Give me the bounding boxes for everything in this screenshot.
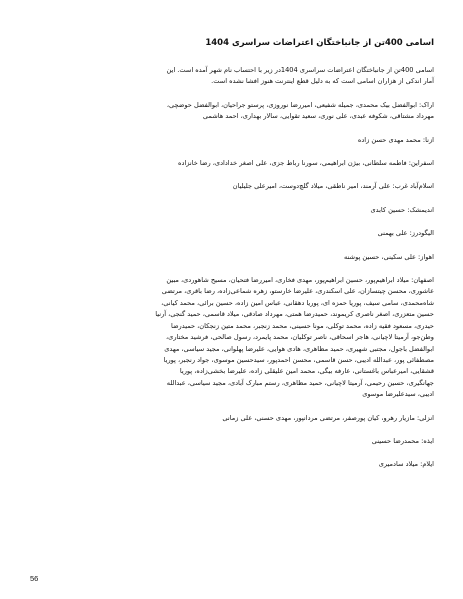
intro-line: اسامی 400تن از جانباختگان اعتراضات سراسری 1404در زیر با احتساب نام شهر آمده است. این <box>166 66 434 74</box>
city-section-line: اندیمشک: حسین کابدی <box>370 205 434 214</box>
city-section <box>30 158 434 169</box>
city-section <box>30 459 434 470</box>
city-section <box>30 413 434 424</box>
city-section-line: ادیبی، سیدعلیرضا موسوی <box>362 390 434 399</box>
city-section-line: حیدری، مسعود فقیه زاده، محمد توکلی، مونا حسینی، محمد زنجبر، محمد متین زنجکان، حمیدرضا <box>170 321 434 330</box>
city-section <box>30 252 434 263</box>
city-section-line: اصفهان: میلاد ابراهیم‌پور، حسین ابراهیم‌پور، مهدی فخاری، امیررضا فتحیان، مسیح شاهوردی، مبین <box>166 276 434 285</box>
city-section-line: قشقایی، امیرعباس باغستانی، عارفه بیگی، محمد امین علیقلی زاده، علیرضا بخشی‌زاده، پوریا <box>179 367 434 376</box>
city-section-line: ایلام: میلاد سادمیری <box>378 460 434 469</box>
city-section-line: مهرداد مشتاقی، شکوفه عبدی، علی نوری، سعید تقوایی، سالار بهداری، احمد هاشمی <box>202 112 434 121</box>
city-section-line: مصطفائی پور، عبدالله ادیبی، حسن قاسمی، محسن احمدپور، سیدحسین موسوی، جواد رنجبر، پوریا <box>163 355 434 364</box>
city-section <box>30 100 434 123</box>
city-section-line: وطن‌جو، آرمیتا لاچیانی، هاجر اسحاقی، ناصر توکلیان، محمد پایمرد، رسول صالحی، فرشید مختاری، <box>166 333 434 342</box>
city-section <box>30 228 434 239</box>
city-lists <box>30 100 434 471</box>
city-section-line: جهانگیری، حسین رحیمی، آرمیتا لاچیانی، حمید مظاهری، رستم مبارک آبادی، مجید سیاسی، عبدالله <box>166 378 434 387</box>
city-section-line: ابوالفضل باجول، مجتبی شهیری، حمید مظاهری، هادی هوایی، علیرضا پهلوانی، مجید سیاسی، مهدی <box>164 344 434 353</box>
city-section-line: اسلام‌آباد غرب: علی آرمند، امیر ناطقی، میلاد گلچ‌دوست، امیرعلی جلیلیان <box>232 182 434 191</box>
city-section-line: عاشوری، محسن چیتسازان، علی اسکندری، علیرضا خارستو، زهره شماعی‌زاده، رضا باقری، مرتضی <box>161 287 434 296</box>
city-section-line: حسین متعزری، اصغر ناصری کریموند، حمیدرضا همتی، مهرداد صادقی، میلاد قاسمی، حمید گنجی، آرنیا <box>155 310 434 319</box>
city-section-line: انزلی: مازیار رهرو، کیان پورصفر، مرتضی مردانپور، مهدی حسنی، علی زمانی <box>222 413 434 422</box>
city-section-line: الیگودرز: علی بهمنی <box>377 229 434 238</box>
document-body <box>30 37 434 471</box>
city-section-line: اراک: ابوالفضل بیک محمدی، جمیله شفیعی، امیررضا نوروزی، پرستو جراحیان، ابوالفضل حوضچی، <box>166 100 434 109</box>
city-section <box>30 205 434 216</box>
city-section <box>30 135 434 146</box>
page-number: 56 <box>30 574 39 583</box>
city-section-line: اسفراین: فاطمه سلطانی، بیژن ابراهیمی، سورنا رباط جزی، علی اصغر خدادادی، رضا خانزاده <box>178 159 434 168</box>
city-section <box>30 436 434 447</box>
city-section-line: اهواز: علی سکینی، حسین پوشنه <box>344 252 434 261</box>
document-title: اسامی 400تن از جانباختگان اعتراضات سراسری 1404 <box>205 38 434 48</box>
intro-line: آمار اندکی از هزاران اسامی است که به دلیل قطع اینترنت هنوز افشا نشده است. <box>211 77 434 86</box>
city-section-line: ازنا: محمد مهدی حسن زاده <box>357 135 434 144</box>
city-section-line: شاه‌محمدی، سامی سیف، پوریا حمزه ای، پوریا دهقانی، عباس امین زاده، حسین برائی، محمد کیانی، <box>161 298 434 307</box>
city-section-line: ایذه: محمدرضا حسینی <box>371 436 434 445</box>
city-section <box>30 181 434 192</box>
city-section <box>30 275 434 400</box>
intro-paragraph <box>30 65 434 100</box>
